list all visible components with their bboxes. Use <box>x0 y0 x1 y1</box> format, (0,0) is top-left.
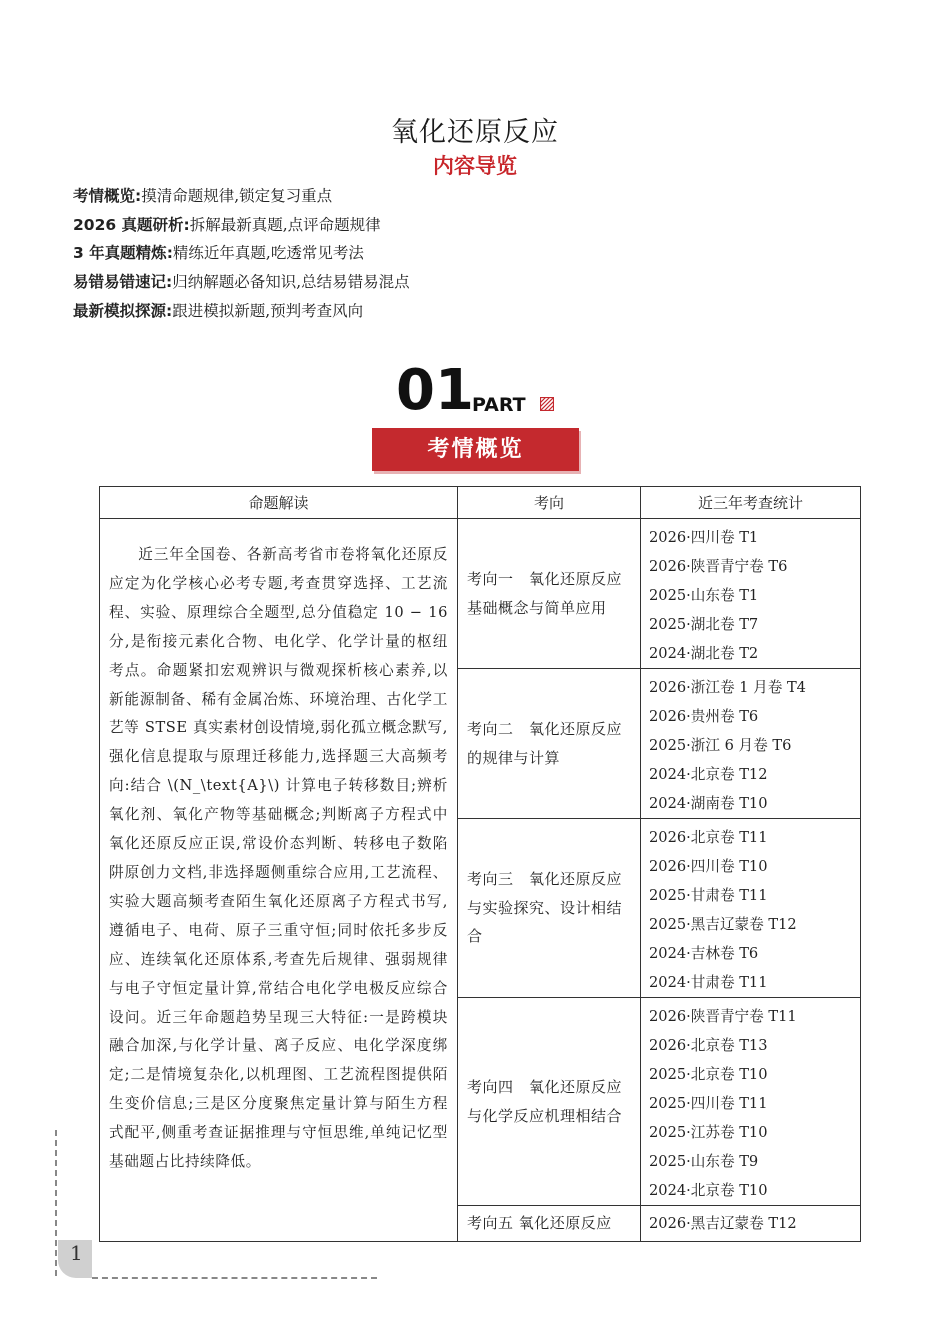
guide-item <box>73 297 410 326</box>
guide-item <box>73 268 410 297</box>
stat-item: 2024·北京卷 T10 <box>649 1182 768 1199</box>
stat-item: 2026·贵州卷 T6 <box>649 708 759 725</box>
guide-sep: : <box>183 215 190 234</box>
direction-cell: 考向四 氧化还原反应与化学反应机理相结合 <box>458 998 641 1206</box>
guide-item <box>73 182 410 211</box>
hatched-square-icon <box>540 397 554 411</box>
guide-text: 摸清命题规律,锁定复习重点 <box>141 187 333 205</box>
column-header: 近三年考查统计 <box>641 487 861 519</box>
stat-item: 2024·甘肃卷 T11 <box>649 974 768 991</box>
guide-key: 2026 真题研析 <box>73 215 184 234</box>
stat-item: 2026·四川卷 T10 <box>649 858 768 875</box>
stat-item: 2025·黑吉辽蒙卷 T12 <box>649 916 797 933</box>
stat-item: 2024·吉林卷 T6 <box>649 945 759 962</box>
stats-cell <box>641 1206 861 1242</box>
page-subtitle: 内容导览 <box>433 154 517 178</box>
content-guide <box>73 182 410 326</box>
table-row <box>100 519 861 669</box>
guide-key: 考情概览 <box>73 187 136 205</box>
stat-item: 2026·北京卷 T13 <box>649 1037 768 1054</box>
page-title: 氧化还原反应 <box>391 117 559 148</box>
section-banner: 考情概览 <box>372 428 579 471</box>
column-header: 考向 <box>458 487 641 519</box>
direction-cell: 考向一 氧化还原反应基础概念与简单应用 <box>458 519 641 669</box>
stat-item: 2026·陕晋青宁卷 T6 <box>649 558 788 575</box>
stats-cell <box>641 998 861 1206</box>
guide-sep: : <box>166 301 173 320</box>
column-header: 命题解读 <box>100 487 458 519</box>
guide-key: 易错易错速记 <box>73 273 167 292</box>
stats-cell <box>641 819 861 998</box>
stat-item: 2025·山东卷 T1 <box>649 587 759 604</box>
page-number: 1 <box>70 1241 83 1265</box>
guide-item <box>73 211 410 240</box>
stat-item: 2025·江苏卷 T10 <box>649 1124 768 1141</box>
stat-item: 2024·湖北卷 T2 <box>649 645 759 662</box>
guide-key: 3 年真题精炼 <box>73 244 167 263</box>
intro-cell <box>100 519 458 1242</box>
stat-item: 2024·湖南卷 T10 <box>649 795 768 812</box>
guide-sep: : <box>166 244 173 263</box>
stat-item: 2025·浙江 6 月卷 T6 <box>649 737 792 754</box>
stat-item: 2025·甘肃卷 T11 <box>649 887 768 904</box>
footer-dashed-line <box>92 1277 377 1279</box>
part-number: 01 <box>396 358 474 423</box>
guide-text: 拆解最新真题,点评命题规律 <box>189 215 381 234</box>
guide-sep: : <box>135 187 142 205</box>
guide-text: 归纳解题必备知识,总结易错易混点 <box>172 273 410 292</box>
guide-sep: : <box>166 273 173 292</box>
stats-cell <box>641 519 861 669</box>
guide-text: 精练近年真题,吃透常见考法 <box>172 244 364 263</box>
direction-cell: 考向二 氧化还原反应的规律与计算 <box>458 669 641 819</box>
stat-item: 2025·北京卷 T10 <box>649 1066 768 1083</box>
stat-item: 2025·四川卷 T11 <box>649 1095 768 1112</box>
stat-item: 2026·陕晋青宁卷 T11 <box>649 1008 797 1025</box>
guide-item <box>73 239 410 268</box>
stat-item: 2025·湖北卷 T7 <box>649 616 759 633</box>
stat-item: 2026·北京卷 T11 <box>649 829 768 846</box>
stat-item: 2026·黑吉辽蒙卷 T12 <box>649 1215 797 1232</box>
stat-item: 2026·浙江卷 1 月卷 T4 <box>649 679 806 696</box>
stat-item: 2026·四川卷 T1 <box>649 529 759 546</box>
direction-cell: 考向三 氧化还原反应与实验探究、设计相结合 <box>458 819 641 998</box>
stat-item: 2024·北京卷 T12 <box>649 766 768 783</box>
guide-key: 最新模拟探源 <box>73 301 167 320</box>
exam-overview-table <box>99 486 861 1242</box>
intro-text: 近三年全国卷、各新高考省市卷将氧化还原反应定为化学核心必考专题,考查贯穿选择、工艺流程、实验、原理综合全题型,总分值稳定 10 − 16 分,是衔接元素化合物、电化学、化学计量的枢纽考点。命题紧扣宏观辨识与微观探析核心素养,以新能源制备、稀有金属冶炼、环境治理、古化学工艺等 STSE 真实素材创设情境,弱化孤立概念默写,强化信息提取与原理迁移能力,选择题三大高频考向:结合 \(N_\text{A}\) 计算电子转移数目;辨析氧化剂、氧化产物等基础概念;判断离子方程式中氧化还原反应正误,常设价态判断、转移电子数陷阱原创力文档,非选择题侧重综合应用,工艺流程、实验大题高频考查陌生氧化还原离子方程式书写,遵循电子、电荷、原子三重守恒;同时依托多步反应、连续氧化还原体系,考查先后规律、强弱规律与电子守恒定量计算,常结合电化学电极反应综合设问。近三年命题趋势呈现三大特征:一是跨模块融合加深,与化学计量、离子反应、电化学深度绑定;二是情境复杂化,以机理图、工艺流程图提供陌生变价信息;三是区分度聚焦定量计算与陌生方程式配平,侧重考查证据推理与守恒思维,单纯记忆型基础题占比持续降低。 <box>109 546 448 1171</box>
direction-cell: 考向五 氧化还原反应 <box>458 1206 641 1242</box>
guide-text: 跟进模拟新题,预判考查风向 <box>172 301 364 320</box>
stat-item: 2025·山东卷 T9 <box>649 1153 759 1170</box>
part-word: PART <box>472 394 526 416</box>
stats-cell <box>641 669 861 819</box>
table-header-row <box>100 487 861 519</box>
